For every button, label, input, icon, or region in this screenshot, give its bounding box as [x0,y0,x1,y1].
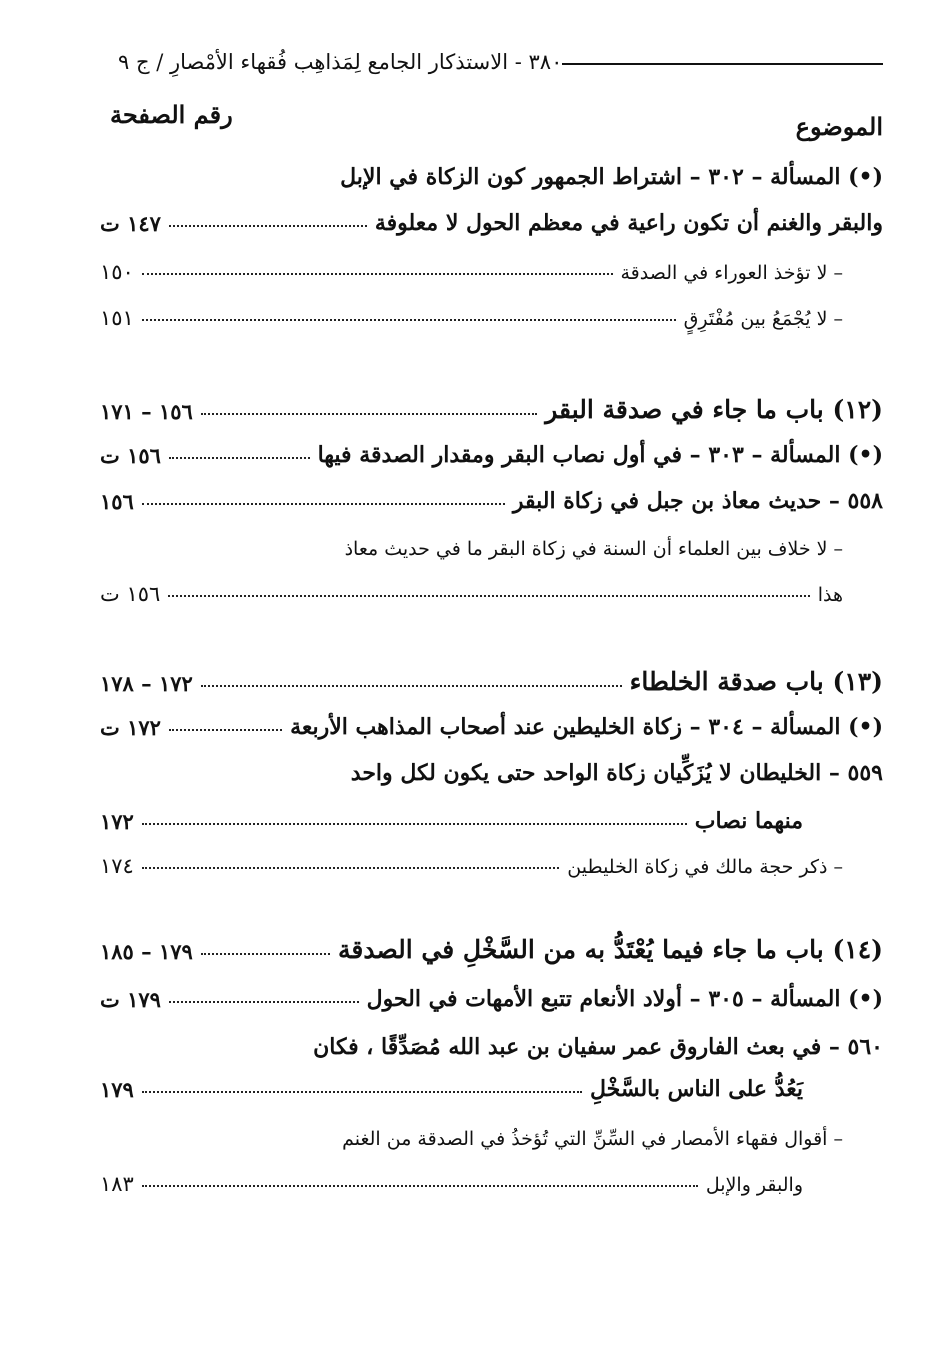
entry-text: (•) المسألة – ٣٠٢ – اشتراط الجمهور كون الزكاة في الإبل [340,164,883,190]
entry-text: ٥٥٩ – الخليطان لا يُزَكِّيان زكاة الواحد حتى يكون لكل واحد [350,760,883,786]
entry-text: (•) المسألة – ٣٠٤ – زكاة الخليطين عند أصحاب المذاهب الأربعة [290,714,883,740]
chapter-entry [100,656,883,696]
dot-leader [201,413,537,415]
dot-leader [201,953,330,955]
dot-leader [169,729,282,731]
page-number: ١٥٦ ت [100,582,161,606]
dot-leader [142,273,613,275]
dot-leader [142,1091,582,1093]
dot-leader [168,595,809,597]
index-entry [100,838,883,878]
index-entry [100,794,883,834]
dot-leader [142,823,687,825]
index-entry [100,972,883,1012]
index-entry [100,1062,883,1102]
entry-text: – ذكر حجة مالك في زكاة الخليطين [567,856,843,878]
index-entry [100,290,883,330]
dot-leader [201,685,622,687]
page-number: ١٧٢ [100,809,134,834]
page-number: ١٥٠ [100,260,134,284]
dot-leader [142,867,559,869]
running-header [108,44,883,80]
dot-leader [169,225,367,227]
entry-text: – لا يُجْمَعُ بين مُفْتَرِقٍ [683,308,843,330]
index-entry [100,150,883,190]
index-entry [100,196,883,236]
entry-text: ٥٦٠ – في بعث الفاروق عمر سفيان بن عبد الله مُصَدِّقًا ، فكان [313,1034,883,1060]
chapter-entry [100,384,883,424]
page-number: ١٧٩ – ١٨٥ [100,939,193,964]
index-entry [100,700,883,740]
dot-leader [169,1001,359,1003]
topic-column-heading: الموضوع [795,112,883,141]
chapter-entry [100,924,883,964]
index-entry [100,520,883,560]
index-entry [100,566,883,606]
entry-text: يَعُدُّ على الناس بالسَّخْلِ [589,1076,803,1102]
entry-text: (١٢) باب ما جاء في صدقة البقر [545,395,883,424]
dot-leader [142,1185,698,1187]
dot-leader [142,503,505,505]
entry-text: والبقر والإبل [705,1174,803,1196]
index-entry [100,428,883,468]
entry-text: ٥٥٨ – حديث معاذ بن جبل في زكاة البقر [512,488,883,514]
entry-text: (١٤) باب ما جاء فيما يُعْتَدُّ به من السَّخْلِ في الصدقة [338,935,883,964]
header-rule [562,63,883,65]
page-number: ١٧٤ [100,854,134,878]
index-entry [100,474,883,514]
page-number: ١٧٢ ت [100,715,161,740]
page-number: ١٤٧ ت [100,211,161,236]
index-entry [100,1110,883,1150]
entry-text: – لا تؤخذ العوراء في الصدقة [620,262,843,284]
entry-text: والبقر والغنم أن تكون راعية في معظم الحول لا معلوفة [374,210,883,236]
entry-text: – لا خلاف بين العلماء أن السنة في زكاة البقر ما في حديث معاذ [344,538,843,560]
entry-text: – أقوال فقهاء الأمصار في السِّنِّ التي تُؤخذُ في الصدقة من الغنم [342,1128,843,1150]
index-entry [100,1156,883,1196]
header-title: ٣٨٠ - الاستذكار الجامع لِمَذاهِب فُقهاء الأمْصارِ / ج ٩ [118,50,563,74]
page-number: ١٧٩ ت [100,987,161,1012]
page-number: ١٥٦ – ١٧١ [100,399,193,424]
page-number: ١٨٣ [100,1172,134,1196]
page-number: ١٥٦ ت [100,443,161,468]
entry-text: (•) المسألة – ٣٠٣ – في أول نصاب البقر ومقدار الصدقة فيها [317,442,883,468]
dot-leader [169,457,310,459]
page-number: ١٥١ [100,306,134,330]
dot-leader [142,319,676,321]
entry-text: (•) المسألة – ٣٠٥ – أولاد الأنعام تتبع الأمهات في الحول [366,986,883,1012]
entry-text: (١٣) باب صدقة الخلطاء [629,667,883,696]
entry-text: هذا [817,584,843,606]
index-entry [100,1020,883,1060]
index-entry [100,244,883,284]
entry-text: منهما نصاب [694,808,803,834]
page-number: ١٧٩ [100,1077,134,1102]
page-number: ١٥٦ [100,489,134,514]
page-number: ١٧٢ – ١٧٨ [100,671,193,696]
index-entry [100,746,883,786]
page-number-column-heading: رقم الصفحة [110,100,233,129]
